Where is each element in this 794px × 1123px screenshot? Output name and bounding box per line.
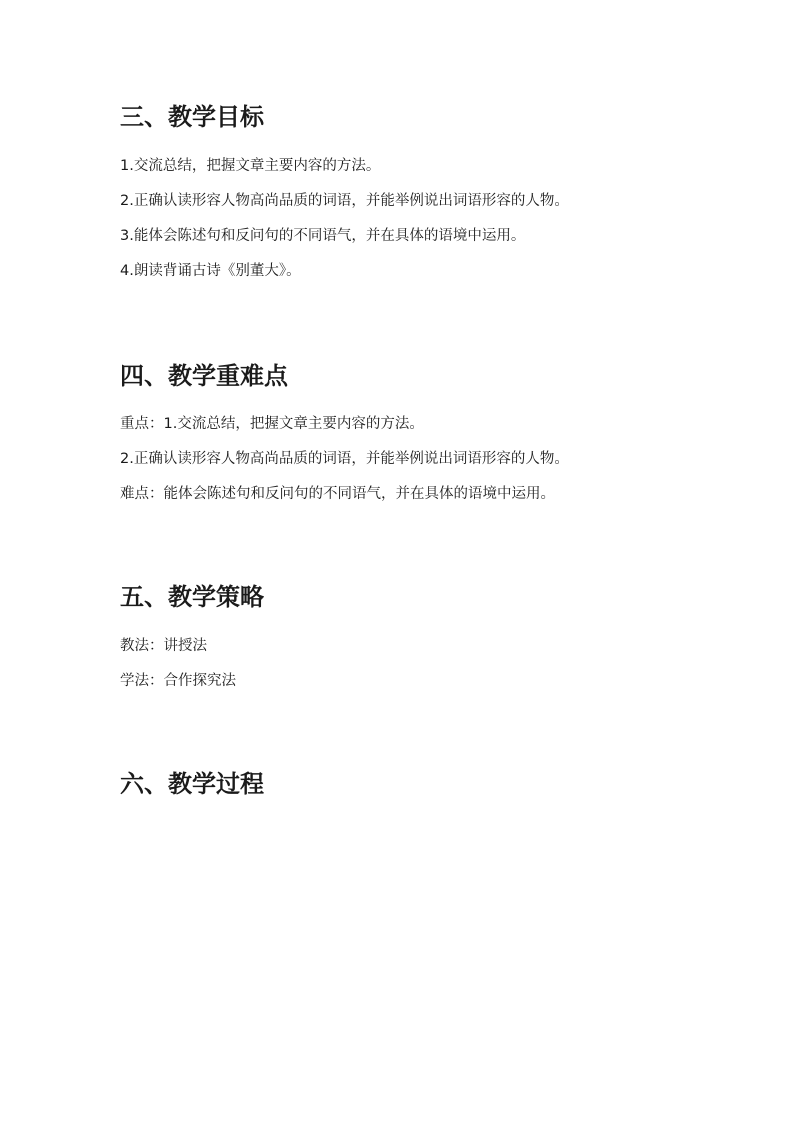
- section-heading: 五、教学策略: [120, 583, 264, 611]
- section-teaching-objectives: [120, 102, 720, 279]
- key-point-line: 2.正确认读形容人物高尚品质的词语，并能举例说出词语形容的人物。: [120, 451, 569, 467]
- objective-line: 2.正确认读形容人物高尚品质的词语，并能举例说出词语形容的人物。: [120, 193, 569, 209]
- section-heading: 四、教学重难点: [120, 362, 288, 390]
- section-heading: 六、教学过程: [120, 770, 264, 798]
- learning-method-line: 学法：合作探究法: [120, 673, 236, 689]
- teaching-method-line: 教法：讲授法: [120, 638, 207, 654]
- section-teaching-strategy: [120, 582, 720, 689]
- section-key-difficult-points: [120, 361, 720, 502]
- objective-line: 4.朗读背诵古诗《别董大》。: [120, 263, 301, 279]
- section-heading: 三、教学目标: [120, 103, 264, 131]
- key-point-line: 重点：1.交流总结，把握文章主要内容的方法。: [120, 416, 424, 432]
- objective-line: 3.能体会陈述句和反问句的不同语气，并在具体的语境中运用。: [120, 228, 526, 244]
- objective-line: 1.交流总结，把握文章主要内容的方法。: [120, 158, 381, 174]
- section-teaching-process: [120, 769, 720, 799]
- difficult-point-line: 难点：能体会陈述句和反问句的不同语气，并在具体的语境中运用。: [120, 486, 555, 502]
